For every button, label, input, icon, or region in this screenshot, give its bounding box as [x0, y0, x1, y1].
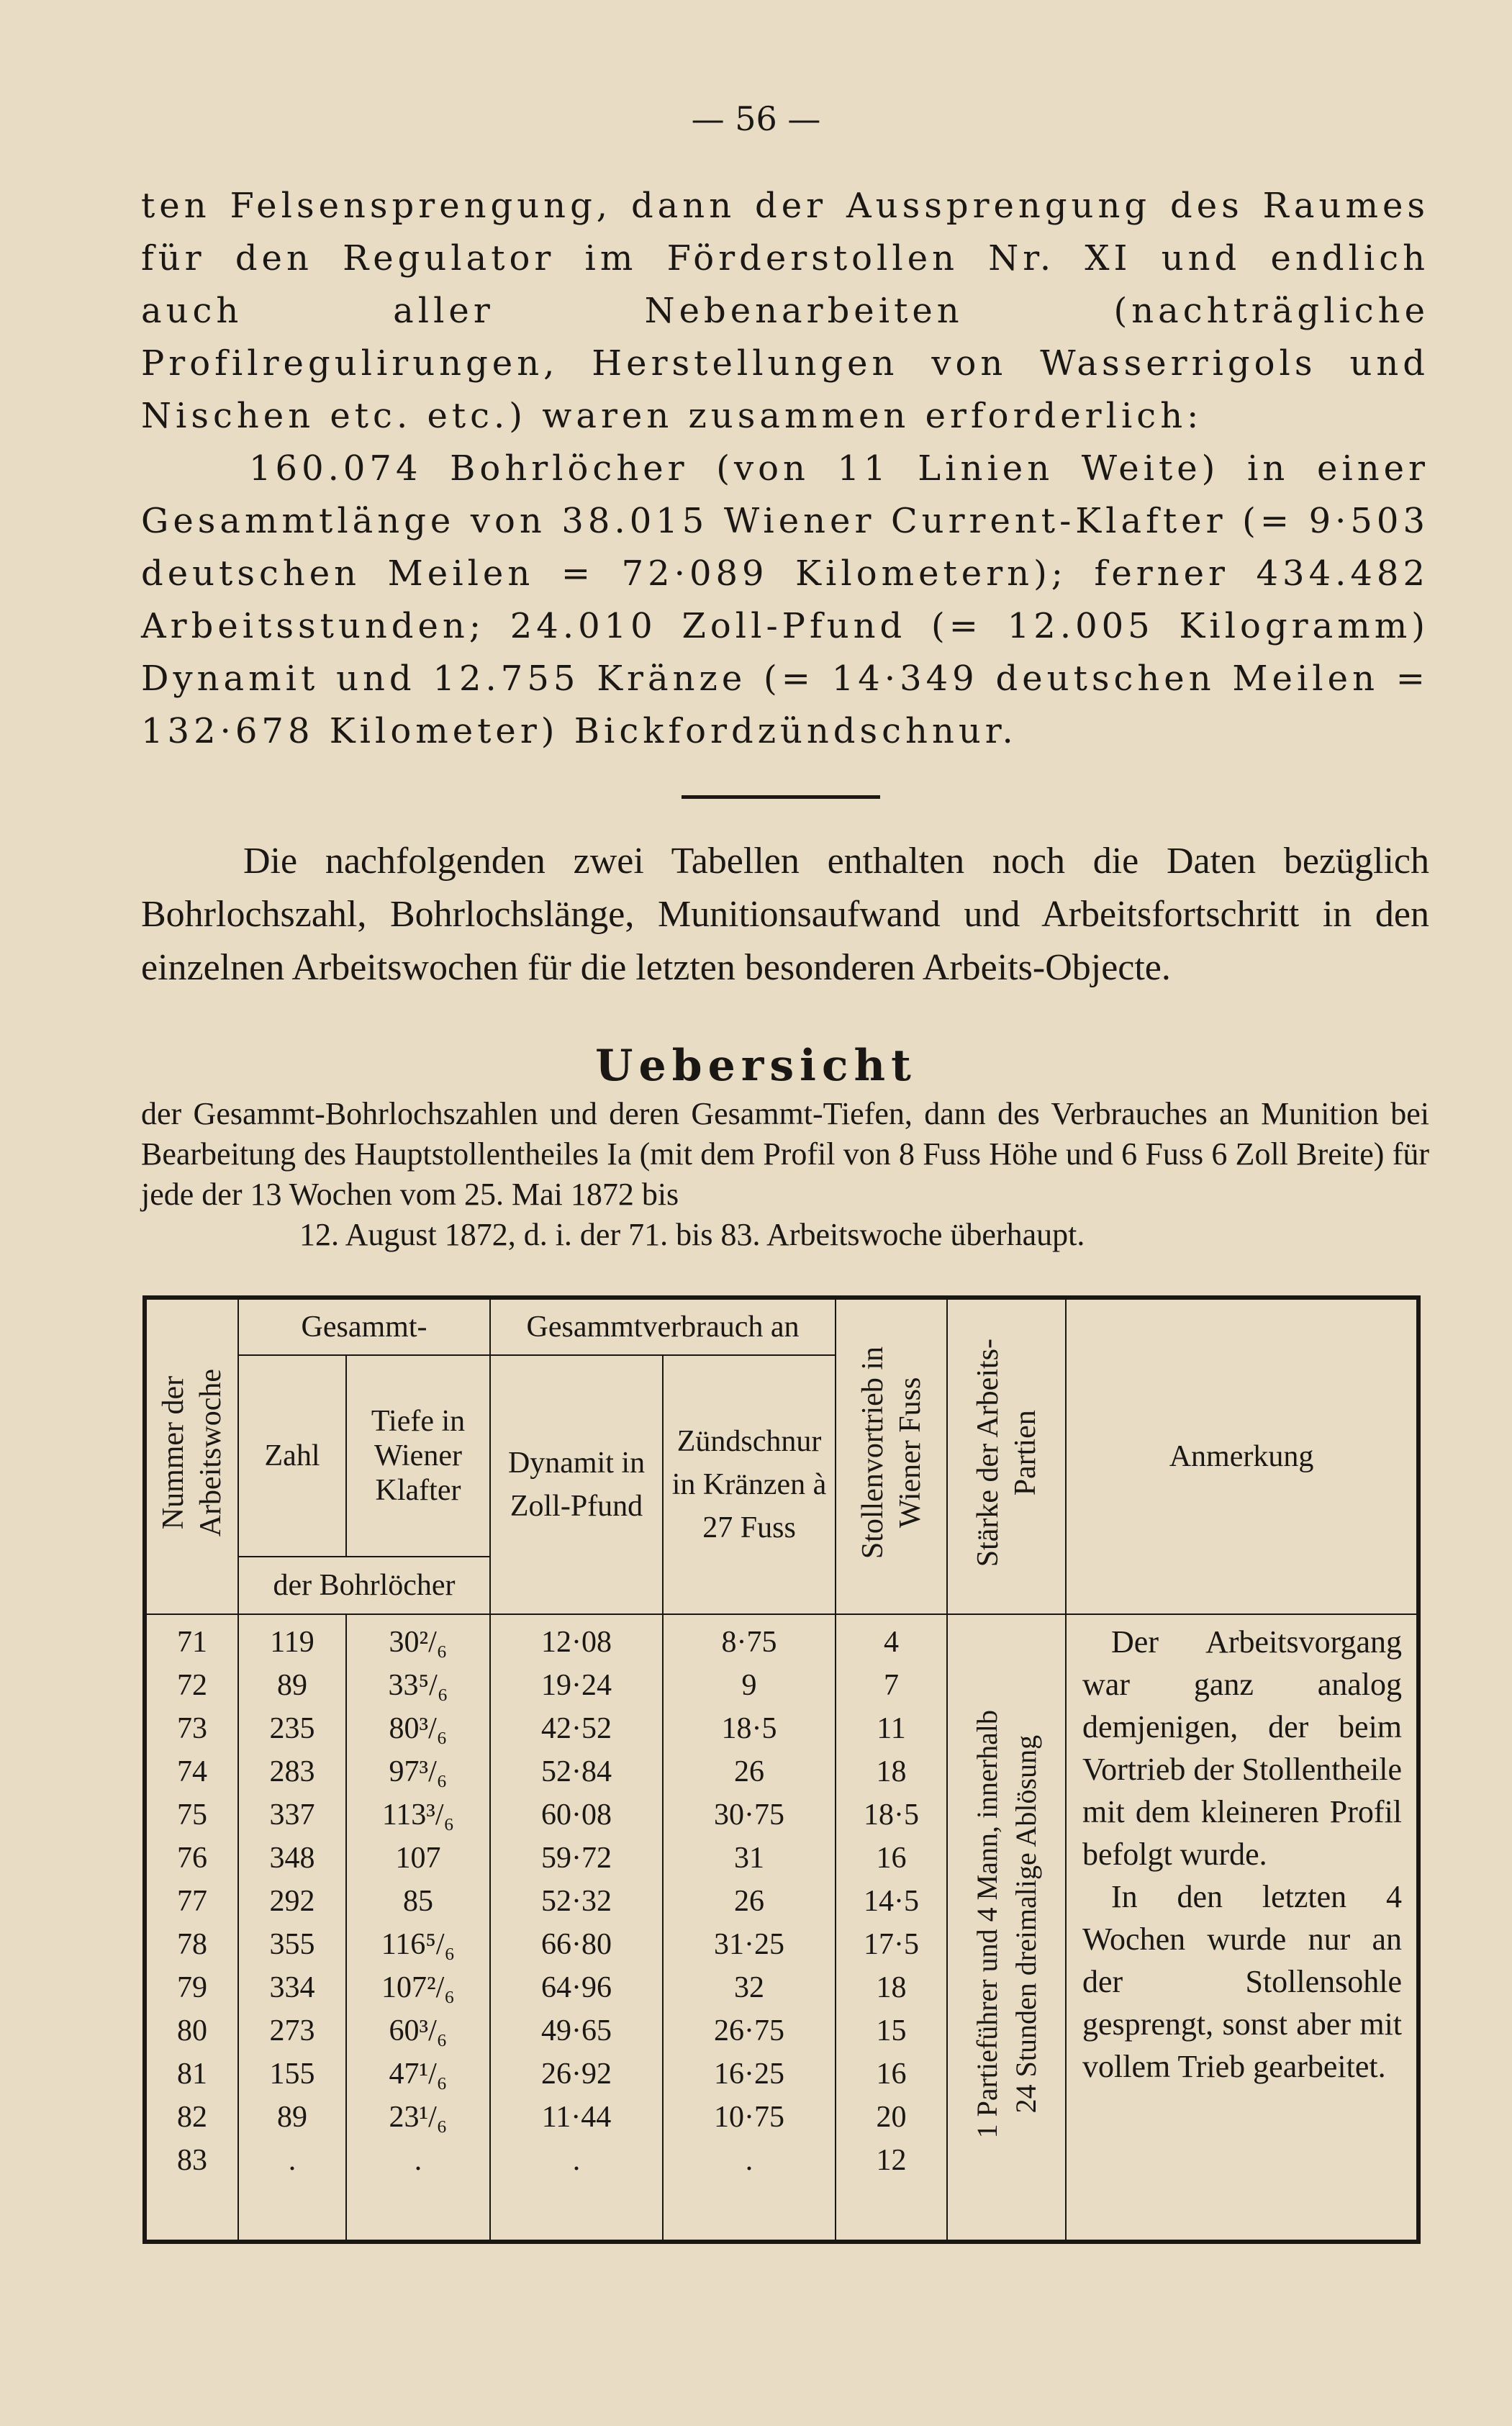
- header-dynamit: Dynamit in Zoll-Pfund: [490, 1355, 663, 1614]
- section-divider: [682, 795, 880, 799]
- header-gesammt: Gesammt-: [238, 1298, 490, 1355]
- table-subtitle: [141, 1094, 1429, 1255]
- column-week: 71 72 73 74 75 76 77 78 79 80 81 82 83: [145, 1614, 238, 2242]
- header-tiefe: Tiefe in Wiener Klafter: [346, 1355, 490, 1557]
- column-dynamit: 12·08 19·24 42·52 52·84 60·08 59·72 52·32 66·80 64·96 49·65 26·92 11·44 .: [490, 1614, 663, 2242]
- overview-table: [142, 1295, 1421, 2244]
- page-number: — 56 —: [691, 99, 821, 138]
- remark-2: In den letzten 4 Wochen wurde nur an der Stollensohle gesprengt, sonst aber mit vollem Trieb gearbeitet.: [1082, 1879, 1403, 2084]
- remark-1: Der Arbeitsvorgang war ganz analog demjenigen, der beim Vortrieb der Stollentheile mit dem kleineren Profil befolgt wurde.: [1082, 1624, 1403, 1872]
- body-text-block: [141, 180, 1429, 758]
- column-zahl: 119 89 235 283 337 348 292 355 334 273 155 89 .: [238, 1614, 346, 2242]
- paragraph-2: 160.074 Bohrlöcher (von 11 Linien Weite) in einer Gesammtlänge von 38.015 Wiener Current-Klafter (= 9·503 deutschen Meilen = 72·089 Kilometern); ferner 434.482 Arbeitsstunden; 24.010 Zoll-Pfund (= 12.005 Kilogramm) Dynamit und 12.755 Kränze (= 14·349 deutschen Meilen = 132·678 Kilometer) Bickfordzündschnur.: [141, 448, 1429, 751]
- header-staerke: Stärke der Arbeits- Partien: [947, 1298, 1066, 1614]
- column-zuendschnur: 8·75 9 18·5 26 30·75 31 26 31·25 32 26·75 16·25 10·75 .: [663, 1614, 836, 2242]
- intro-block: [141, 835, 1429, 995]
- column-anmerkung: [1066, 1614, 1418, 2242]
- header-anmerkung: Anmerkung: [1066, 1298, 1418, 1614]
- header-zahl: Zahl: [238, 1355, 346, 1557]
- header-der-bohrloecher: der Bohrlöcher: [238, 1557, 490, 1614]
- column-staerke: 1 Partieführer und 4 Mann, innerhalb 24 Stunden dreimalige Ablösung: [947, 1614, 1066, 2242]
- intro-paragraph: Die nachfolgenden zwei Tabellen enthalten noch die Daten bezüglich Bohrlochszahl, Bohrlochslänge, Munitionsaufwand und Arbeitsfortschritt in den einzelnen Arbeitswochen für die letzten besonderen Arbeits-Objecte.: [141, 841, 1429, 988]
- table-heading: Uebersicht: [595, 1041, 917, 1091]
- subtitle-main: der Gesammt-Bohrlochszahlen und deren Gesammt-Tiefen, dann des Verbrauches an Munition bei Bearbeitung des Hauptstollentheiles Ia (mit dem Profil von 8 Fuss Höhe und 6 Fuss 6 Zoll Breite) für jede der 13 Wochen vom 25. Mai 1872 bis: [141, 1096, 1429, 1212]
- subtitle-last: 12. August 1872, d. i. der 71. bis 83. Arbeitswoche überhaupt.: [299, 1217, 1085, 1252]
- header-verbrauch: Gesammtverbrauch an: [490, 1298, 836, 1355]
- paragraph-1: ten Felsensprengung, dann der Aussprengung des Raumes für den Regulator im Förderstollen Nr. XI und endlich auch aller Nebenarbeiten (nachträgliche Profilregulirungen, Herstellungen von Wasserrigols und Nischen etc. etc.) waren zusammen erforderlich:: [141, 186, 1429, 436]
- column-tiefe: 30²/₆ 33⁵/₆ 80³/₆ 97³/₆ 113³/₆ 107 85 116⁵/₆ 107²/₆ 60³/₆ 47¹/₆ 23¹/₆ .: [346, 1614, 490, 2242]
- header-vortrieb: Stollenvortrieb in Wiener Fuss: [836, 1298, 947, 1614]
- header-week: Nummer der Arbeitswoche: [145, 1298, 238, 1614]
- column-vortrieb: 4 7 11 18 18·5 16 14·5 17·5 18 15 16 20 12: [836, 1614, 947, 2242]
- header-zuendschnur: Zündschnur in Kränzen à 27 Fuss: [663, 1355, 836, 1614]
